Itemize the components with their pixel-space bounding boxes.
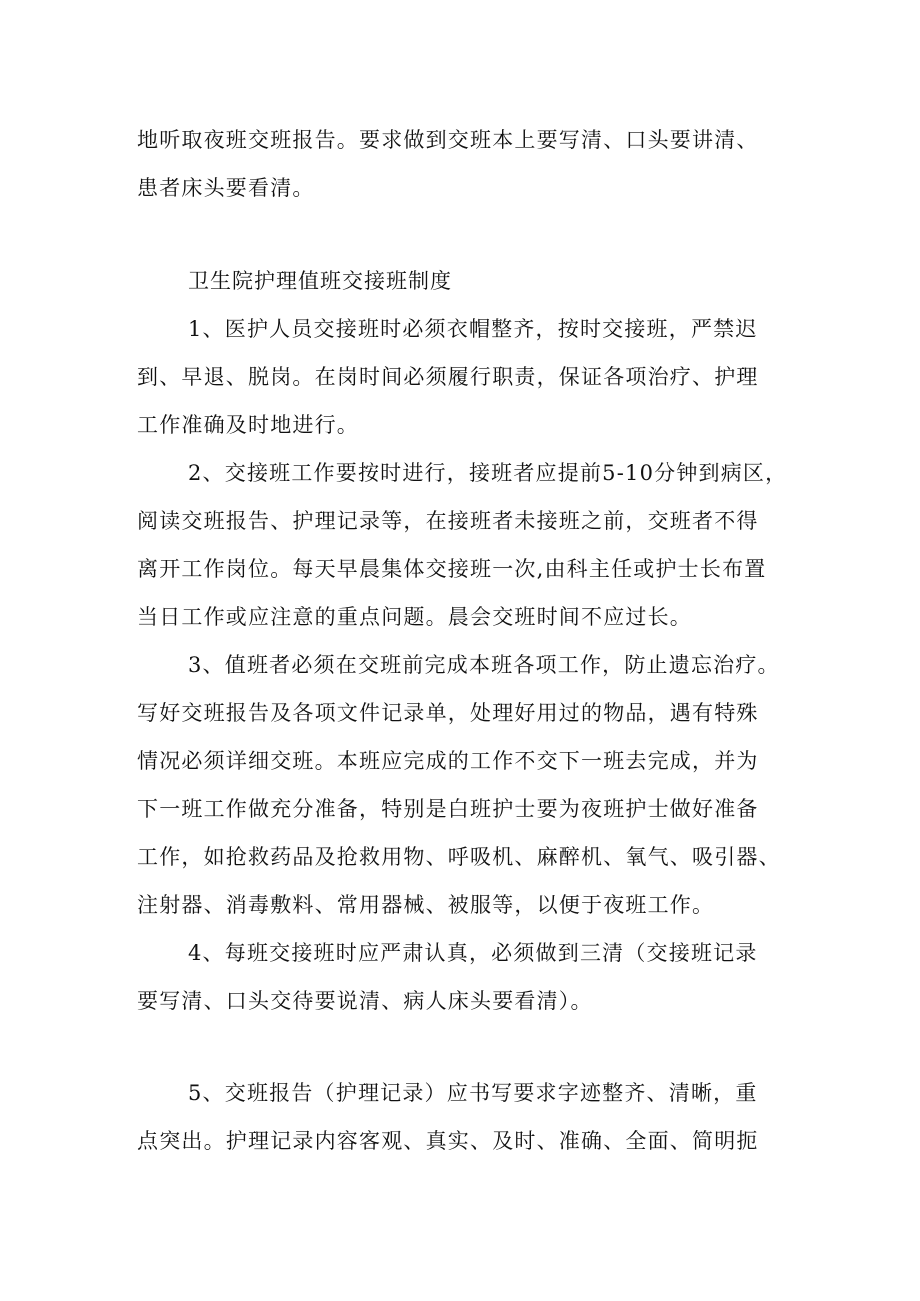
paragraph-4-line: 4、每班交接班时应严肃认真，必须做到三清（交接班记录: [188, 941, 758, 965]
text-line: 地听取夜班交班报告。要求做到交班本上要写清、口头要讲清、: [137, 128, 759, 152]
paragraph-3-line: 注射器、消毒敷料、常用器械、被服等，以便于夜班工作。: [137, 893, 715, 917]
paragraph-2-line: 2、交接班工作要按时进行，接班者应提前5-10分钟到病区，: [188, 461, 788, 485]
paragraph-1-line: 1、医护人员交接班时必须衣帽整齐，按时交接班，严禁迟: [188, 317, 758, 341]
paragraph-2-line: 当日工作或应注意的重点问题。晨会交班时间不应过长。: [137, 605, 692, 629]
paragraph-3-line: 写好交班报告及各项文件记录单，处理好用过的物品，遇有特殊: [137, 701, 759, 725]
paragraph-3-line: 工作，如抢救药品及抢救用物、呼吸机、麻醉机、氧气、吸引器、: [137, 845, 781, 869]
section-title: 卫生院护理值班交接班制度: [188, 269, 452, 293]
paragraph-3-line: 3、值班者必须在交班前完成本班各项工作，防止遗忘治疗。: [188, 653, 780, 677]
paragraph-2-line: 阅读交班报告、护理记录等，在接班者未接班之前，交班者不得: [137, 509, 759, 533]
text-line: 患者床头要看清。: [137, 176, 315, 200]
paragraph-1-line: 工作准确及时地进行。: [137, 413, 359, 437]
paragraph-3-line: 下一班工作做充分准备，特别是白班护士要为夜班护士做好准备: [137, 797, 759, 821]
paragraph-5-line: 5、交班报告（护理记录）应书写要求字迹整齐、清晰，重: [188, 1081, 758, 1105]
paragraph-3-line: 情况必须详细交班。本班应完成的工作不交下一班去完成，并为: [137, 749, 759, 773]
paragraph-1-line: 到、早退、脱岗。在岗时间必须履行职责，保证各项治疗、护理: [137, 365, 759, 389]
paragraph-5-line: 点突出。护理记录内容客观、真实、及时、准确、全面、简明扼: [137, 1129, 759, 1153]
paragraph-2-line: 离开工作岗位。每天早晨集体交接班一次,由科主任或护士长布置: [137, 557, 767, 581]
paragraph-4-line: 要写清、口头交待要说清、病人床头要看清）。: [137, 989, 593, 1013]
